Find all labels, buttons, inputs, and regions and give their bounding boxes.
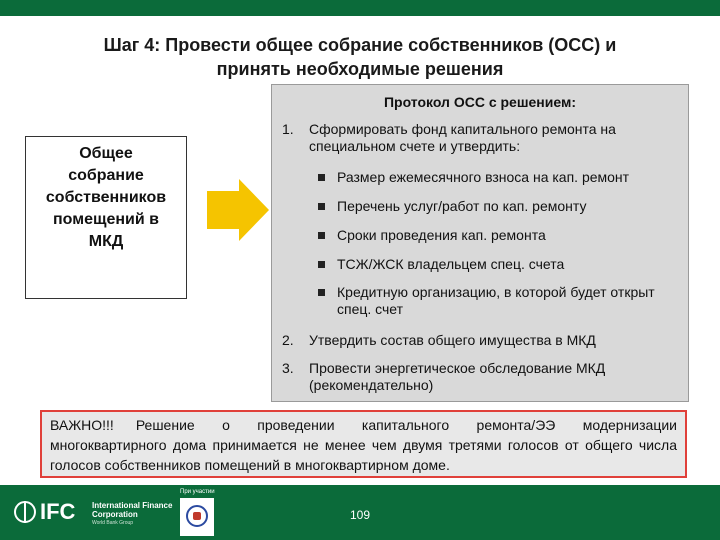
protocol-panel xyxy=(271,84,689,402)
square-bullet-icon xyxy=(318,232,325,239)
slide-title xyxy=(40,33,680,81)
ifc-logo xyxy=(14,499,174,527)
protocol-bullet xyxy=(318,284,658,318)
protocol-item-2 xyxy=(282,332,682,349)
footer-bar xyxy=(0,485,720,540)
ifc-logo-name: International Finance Corporation xyxy=(92,501,173,519)
slide-title-text: Шаг 4: Провести общее собрание собственников (ОСС) и принять необходимые решения xyxy=(103,35,617,79)
protocol-bullet-text: Сроки проведения кап. ремонта xyxy=(337,227,546,243)
protocol-bullet-text: Размер ежемесячного взноса на кап. ремонт xyxy=(337,169,630,185)
protocol-item-1 xyxy=(282,121,682,155)
protocol-bullet xyxy=(318,198,678,215)
protocol-item-number: 3. xyxy=(282,360,294,376)
protocol-bullet-text: Кредитную организацию, в которой будет открыт спец. счет xyxy=(337,284,655,317)
square-bullet-icon xyxy=(318,261,325,268)
meeting-box xyxy=(25,136,187,299)
protocol-bullet-text: Перечень услуг/работ по кап. ремонту xyxy=(337,198,587,214)
page-number: 109 xyxy=(349,508,371,522)
protocol-item-3 xyxy=(282,360,662,394)
square-bullet-icon xyxy=(318,289,325,296)
important-text: Решение о проведении капитального ремонта/ЭЭ модернизации многоквартирного дома принимается не менее чем двумя третями голосов от общего числа голосов собственников помещений в многоквартирном доме. xyxy=(50,417,677,473)
protocol-bullet xyxy=(318,227,678,244)
protocol-item-number: 2. xyxy=(282,332,294,348)
top-brand-bar xyxy=(0,0,720,16)
square-bullet-icon xyxy=(318,174,325,181)
protocol-bullet xyxy=(318,169,678,186)
partner-label: При участии xyxy=(180,489,215,495)
protocol-item-text: Сформировать фонд капитального ремонта на специальном счете и утвердить: xyxy=(309,121,616,154)
protocol-bullet xyxy=(318,256,678,273)
important-note xyxy=(40,410,687,478)
protocol-bullet-text: ТСЖ/ЖСК владельцем спец. счета xyxy=(337,256,565,272)
arrow-right-icon xyxy=(207,179,269,241)
important-label: ВАЖНО!!! xyxy=(50,417,114,433)
protocol-item-text: Провести энергетическое обследование МКД (рекомендательно) xyxy=(309,360,606,393)
emblem-seal-icon xyxy=(186,505,208,527)
ifc-logo-subtitle: World Bank Group xyxy=(92,520,134,526)
protocol-item-number: 1. xyxy=(282,121,294,137)
protocol-item-text: Утвердить состав общего имущества в МКД xyxy=(309,332,596,348)
square-bullet-icon xyxy=(318,203,325,210)
protocol-title: Протокол ОСС с решением: xyxy=(383,94,576,110)
ifc-logo-letters: IFC xyxy=(40,499,76,524)
meeting-box-text: Общее собрание собственников помещений в МКД xyxy=(45,144,167,250)
partner-emblem-icon xyxy=(180,498,214,536)
globe-icon xyxy=(14,501,36,523)
